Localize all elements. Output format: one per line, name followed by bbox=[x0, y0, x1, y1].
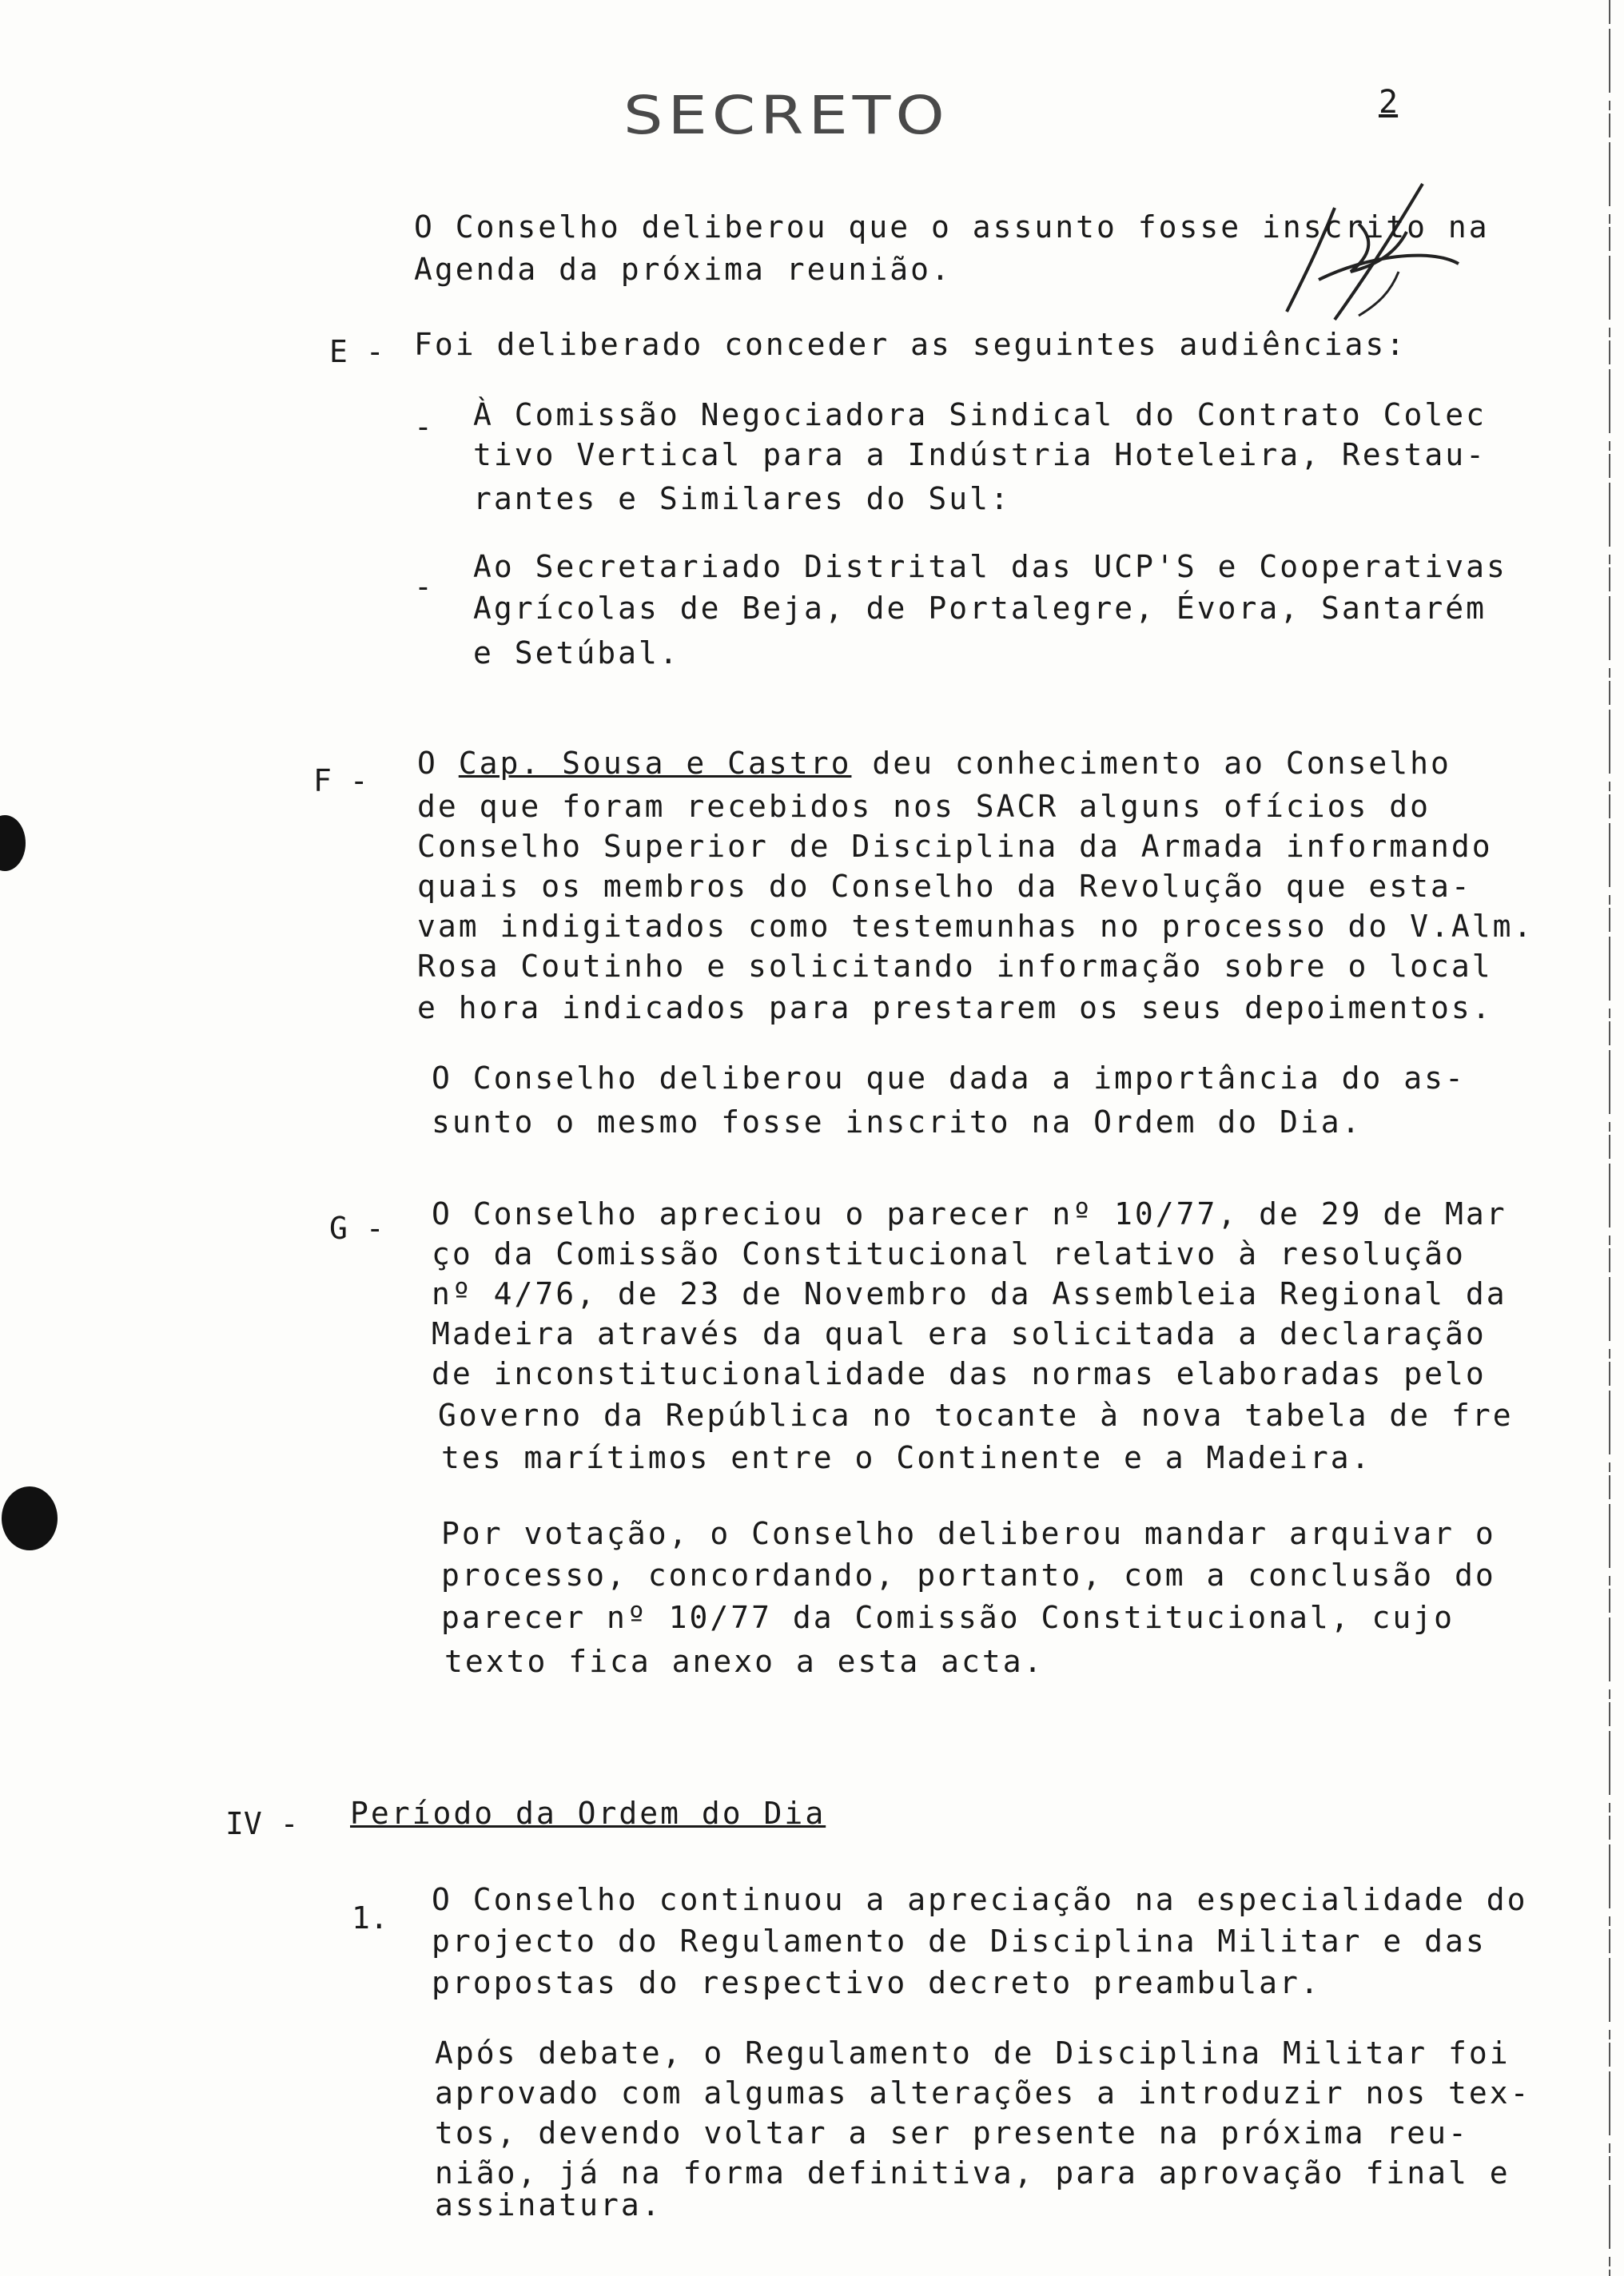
section-g-line-1: O Conselho apreciou o parecer nº 10/77, de 29 de Mar bbox=[432, 1196, 1507, 1232]
item-1-followup-4: nião, já na forma definitiva, para aprovação final e bbox=[435, 2155, 1511, 2190]
cap-sousa-e-castro: Cap. Sousa e Castro bbox=[458, 746, 852, 781]
scan-edge-artifact bbox=[1606, 0, 1613, 2276]
section-f-line-6: Rosa Coutinho e solicitando informação sobre o local bbox=[417, 949, 1493, 984]
item-1-line-3: propostas do respectivo decreto preambular. bbox=[432, 1965, 1321, 2000]
bullet-2-line-2: Agrícolas de Beja, de Portalegre, Évora, Santarém bbox=[473, 591, 1487, 626]
section-g-marker: G - bbox=[329, 1211, 384, 1246]
section-f-line-2: de que foram recebidos nos SACR alguns ofícios do bbox=[417, 789, 1431, 824]
secret-stamp: SECRETO bbox=[623, 85, 949, 147]
section-f-line-4: quais os membros do Conselho da Revolução que esta- bbox=[417, 869, 1472, 904]
section-e-marker: E - bbox=[329, 334, 384, 369]
item-1-followup-2: aprovado com algumas alterações a introduzir nos tex- bbox=[435, 2075, 1531, 2111]
section-f-line-3: Conselho Superior de Disciplina da Armada informando bbox=[417, 829, 1493, 864]
intro-line-2: Agenda da próxima reunião. bbox=[414, 252, 952, 287]
section-f-suffix: deu conhecimento ao Conselho bbox=[851, 746, 1451, 781]
section-g-decision-1: Por votação, o Conselho deliberou mandar arquivar o bbox=[441, 1516, 1496, 1551]
intro-line-1: O Conselho deliberou que o assunto fosse inscrito na bbox=[414, 209, 1490, 245]
item-1-followup-3: tos, devendo voltar a ser presente na próxima reu- bbox=[435, 2115, 1469, 2151]
section-g-line-5: de inconstitucionalidade das normas elaboradas pelo bbox=[432, 1356, 1487, 1391]
section-g-decision-3: parecer nº 10/77 da Comissão Constitucional, cujo bbox=[441, 1600, 1455, 1635]
bullet-2-line-3: e Setúbal. bbox=[473, 635, 680, 670]
item-1-followup-5: assinatura. bbox=[435, 2187, 663, 2222]
bullet-1-line-3: rantes e Similares do Sul: bbox=[473, 481, 1011, 516]
section-iv-marker: IV - bbox=[225, 1806, 299, 1841]
section-f-decision-2: sunto o mesmo fosse inscrito na Ordem do Dia. bbox=[432, 1104, 1363, 1140]
section-g-line-6: Governo da República no tocante à nova tabela de fre bbox=[438, 1398, 1514, 1433]
section-f-marker: F - bbox=[313, 763, 368, 798]
handwritten-signature bbox=[1239, 176, 1463, 328]
section-g-decision-4: texto fica anexo a esta acta. bbox=[444, 1644, 1045, 1679]
section-g-line-7: tes marítimos entre o Continente e a Madeira. bbox=[441, 1440, 1372, 1475]
section-f-line-1 bbox=[417, 746, 1451, 781]
section-f-decision-1: O Conselho deliberou que dada a importância do as- bbox=[432, 1060, 1466, 1096]
section-g-decision-2: processo, concordando, portanto, com a conclusão do bbox=[441, 1558, 1496, 1593]
section-g-line-3: nº 4/76, de 23 de Novembro da Assembleia Regional da bbox=[432, 1276, 1507, 1311]
section-e-line-1: Foi deliberado conceder as seguintes audiências: bbox=[414, 327, 1407, 362]
section-g-line-4: Madeira através da qual era solicitada a declaração bbox=[432, 1316, 1487, 1351]
punch-hole-top bbox=[0, 815, 26, 871]
item-1-line-1: O Conselho continuou a apreciação na especialidade do bbox=[432, 1882, 1528, 1917]
bullet-2-dash: - bbox=[414, 569, 432, 604]
bullet-2-line-1: Ao Secretariado Distrital das UCP'S e Cooperativas bbox=[473, 549, 1507, 584]
section-f-line-5: vam indigitados como testemunhas no processo do V.Alm. bbox=[417, 909, 1534, 944]
punch-hole-bottom bbox=[2, 1486, 58, 1550]
section-f-prefix: O bbox=[417, 746, 459, 781]
item-1-followup-1: Após debate, o Regulamento de Disciplina Militar foi bbox=[435, 2035, 1511, 2071]
bullet-1-line-2: tivo Vertical para a Indústria Hoteleira, Restau- bbox=[473, 437, 1487, 472]
item-1-number: 1. bbox=[352, 1900, 388, 1936]
bullet-1-dash: - bbox=[414, 409, 432, 444]
page-number: 2 bbox=[1379, 84, 1399, 121]
section-f-line-7: e hora indicados para prestarem os seus depoimentos. bbox=[417, 990, 1493, 1025]
item-1-line-2: projecto do Regulamento de Disciplina Militar e das bbox=[432, 1924, 1487, 1959]
section-iv-title: Período da Ordem do Dia bbox=[350, 1796, 826, 1831]
section-g-line-2: ço da Comissão Constitucional relativo à resolução bbox=[432, 1236, 1466, 1271]
bullet-1-line-1: À Comissão Negociadora Sindical do Contrato Colec bbox=[473, 397, 1487, 432]
